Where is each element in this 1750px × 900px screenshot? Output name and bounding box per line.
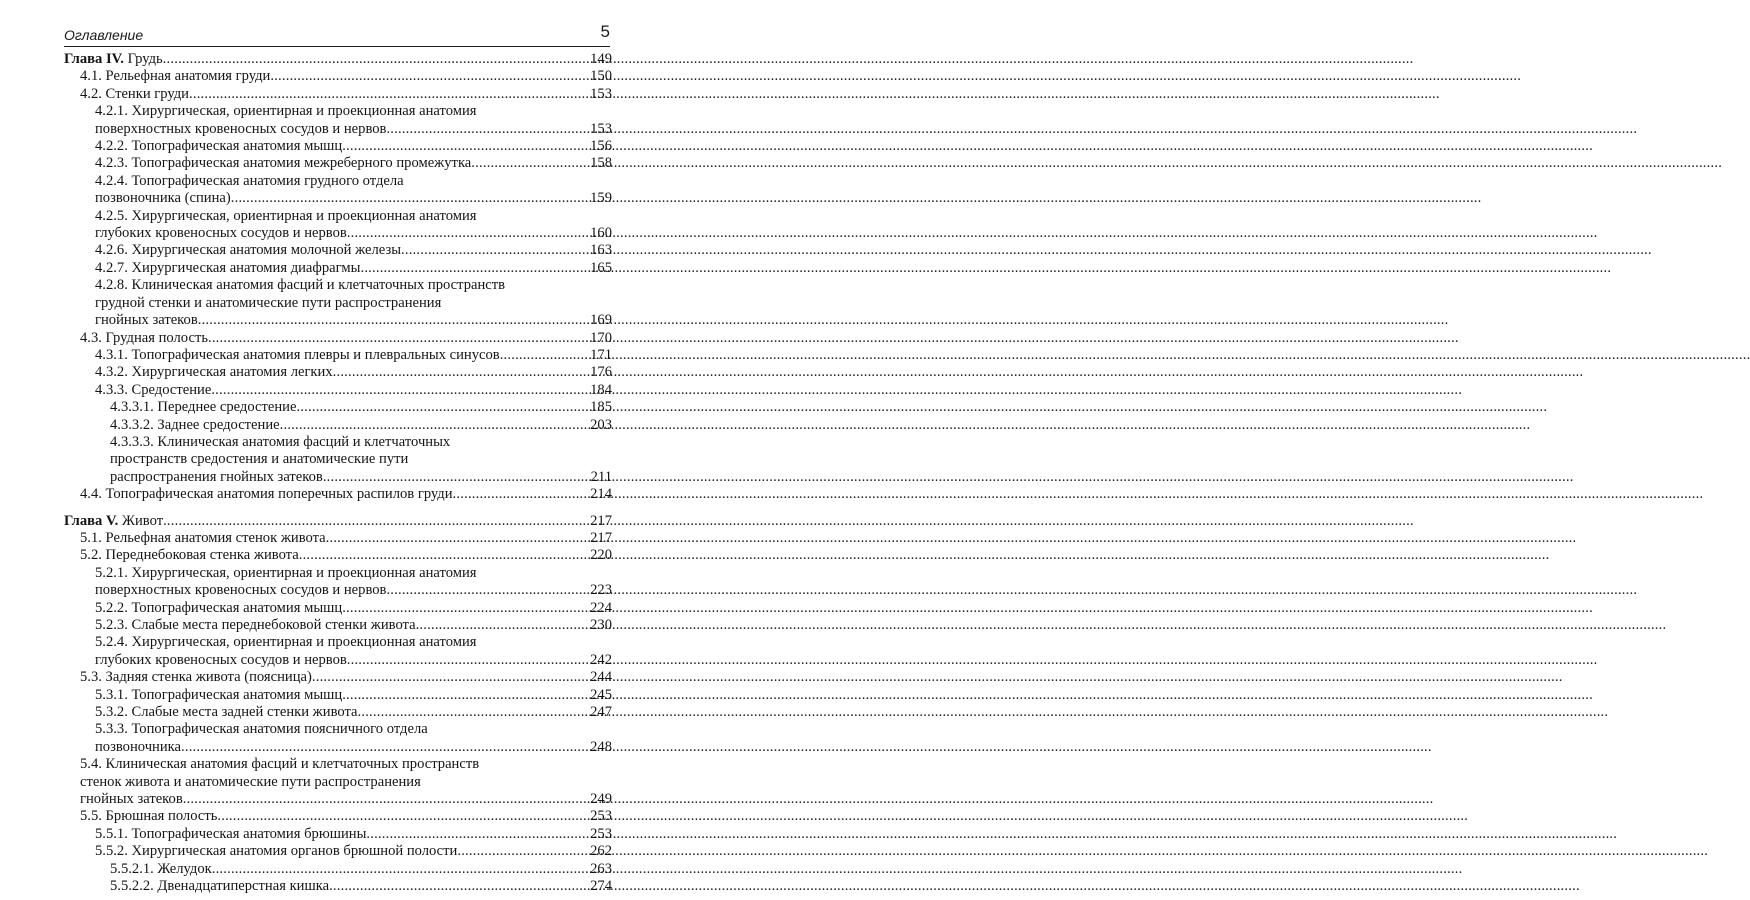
toc-entry[interactable] [64,530,612,547]
dot-leader [457,843,590,860]
dot-leader [299,547,590,564]
toc-page-number: 248 [590,738,612,755]
toc-entry[interactable] [64,417,612,434]
toc-entry-title: поверхностных кровеносных сосудов и нервов [95,582,387,599]
toc-page-number: 217 [590,529,612,546]
running-header [64,22,610,44]
toc-entry[interactable] [64,652,612,669]
dot-leader [163,51,590,68]
chapter-label: Глава V. [64,512,119,529]
toc-page-number: 249 [590,791,612,808]
toc-entry-line: 4.3.3.3. Клиническая анатомия фасций и клетчаточных [110,433,451,450]
toc-entry[interactable] [64,687,612,704]
dot-leader [366,826,590,843]
toc-entry-title: 5.2.3. Слабые места переднебоковой стенки живота [95,617,416,633]
toc-entry[interactable] [64,791,612,808]
toc-page-number: 159 [590,190,612,207]
toc-entry-title: 5.3.2. Слабые места задней стенки живота [95,704,358,721]
toc-entry[interactable] [64,382,612,399]
toc-entry[interactable] [64,843,612,860]
toc-chapter-entry[interactable] [64,51,612,68]
dot-leader [231,190,590,207]
toc-page-number: 156 [590,138,612,155]
toc-entry-title: 4.3.2. Хирургическая анатомия легких [95,364,333,381]
toc-entry-title: 4.2.6. Хирургическая анатомия молочной железы [95,242,402,259]
toc-entry-title: 5.5.2.1. Желудок [110,860,212,877]
chapter-title: Живот [118,512,164,529]
toc-entry[interactable] [64,225,612,242]
toc-entry-title: 4.3. Грудная полость [80,329,208,346]
page-number: 5 [600,22,610,41]
toc-entry-line: 4.2.8. Клиническая анатомия фасций и клетчаточных пространств [95,277,506,294]
toc-entry[interactable] [64,242,612,259]
toc-page-number: 165 [590,259,612,276]
toc-entry[interactable] [64,600,612,617]
dot-leader [360,260,590,277]
toc-entry-title: 4.4. Топографическая анатомия поперечных распилов груди [80,486,453,503]
dot-leader [453,486,591,503]
toc-entry-title: 5.2.2. Топографическая анатомия мышц [95,599,343,616]
toc-entry[interactable] [64,260,612,277]
dot-leader [183,791,590,808]
toc-entry[interactable] [64,617,612,634]
chapter-title: Грудь [123,51,163,67]
dot-leader [312,669,590,686]
toc-page-number: 245 [590,686,612,703]
dot-leader [280,417,590,434]
toc-entry[interactable] [64,364,612,381]
dot-leader [212,861,590,878]
toc-entry-title: глубоких кровеносных сосудов и нервов [95,225,347,242]
toc-entry[interactable] [64,399,612,416]
chapter-label: Глава IV. [64,51,124,67]
toc-entry-title: 4.2.2. Топографическая анатомия мышц [95,138,343,155]
dot-leader [386,121,590,138]
dot-leader [416,617,591,634]
dot-leader [342,138,590,155]
toc-entry-line: 5.2.4. Хирургическая, ориентирная и проекционная анатомия [95,634,477,651]
toc-page-number: 274 [590,878,612,895]
toc-entry[interactable] [64,469,612,486]
toc-page-number: 217 [590,512,612,529]
dot-leader [323,469,591,486]
toc-entry[interactable] [64,704,612,721]
toc-entry-title: 4.3.3.1. Переднее средостение [110,399,297,416]
toc-page-number: 203 [590,416,612,433]
toc-entry-title: 4.2.3. Топографическая анатомия межреберного промежутка [95,155,472,172]
dot-leader [198,312,590,329]
toc-entry[interactable] [64,878,612,895]
toc-entry[interactable] [64,86,612,103]
toc-page-number: 214 [590,486,612,503]
toc-page-number: 153 [590,120,612,137]
dot-leader [270,68,590,85]
toc-entry-title: распространения гнойных затеков [110,468,323,485]
dot-leader [471,155,590,172]
toc-entry-line: 4.2.5. Хирургическая, ориентирная и проекционная анатомия [95,207,477,224]
dot-leader [217,808,590,825]
toc-entry[interactable] [64,669,612,686]
toc-page-number: 230 [590,617,612,633]
toc-entry[interactable] [64,190,612,207]
dot-leader [342,687,590,704]
toc-page-number: 163 [590,242,612,259]
toc-page-number: 253 [590,808,612,825]
toc-page-number: 170 [590,329,612,346]
toc-page-number: 242 [590,651,612,668]
table-of-contents [64,51,612,896]
toc-page-number: 149 [590,51,612,67]
toc-entry-line: 5.3.3. Топографическая анатомия поясничного отдела [95,721,428,738]
toc-entry[interactable] [64,547,612,564]
toc-page-number: 160 [590,225,612,242]
toc-entry[interactable] [64,739,612,756]
header-title: Оглавление [64,27,144,43]
toc-entry-title [64,513,163,530]
toc-page-number: 150 [590,68,612,85]
toc-entry[interactable] [64,582,612,599]
toc-entry-title: 4.3.3.2. Заднее средостение [110,416,280,433]
toc-entry[interactable] [64,330,612,347]
toc-entry[interactable] [64,861,612,878]
toc-entry-title: 4.2.7. Хирургическая анатомия диафрагмы [95,259,361,276]
dot-leader [296,399,590,416]
dot-leader [208,330,590,347]
toc-entry[interactable] [64,312,612,329]
dot-leader [342,600,590,617]
toc-entry-line: пространств средостения и анатомические пути [110,451,409,468]
toc-entry-line: стенок живота и анатомические пути распространения [80,773,421,790]
toc-entry-title: 5.3. Задняя стенка живота (поясница) [80,669,312,686]
toc-entry-line: 4.2.4. Топографическая анатомия грудного отдела [95,172,404,189]
toc-entry-title: гнойных затеков [95,312,198,329]
chapter-gap [64,504,612,513]
dot-leader [401,242,590,259]
toc-page-number: 211 [590,468,612,485]
toc-entry-title: 5.5.1. Топографическая анатомия брюшины [95,825,367,842]
toc-entry-title: 4.3.3. Средостение [95,381,212,398]
toc-page-number: 171 [590,346,612,363]
toc-page-number: 176 [590,364,612,381]
toc-page-number: 224 [590,599,612,616]
dot-leader [500,347,590,364]
toc-entry-title: 5.5. Брюшная полость [80,808,218,825]
toc-entry-title: 5.5.2.2. Двенадцатиперстная кишка [110,878,330,895]
toc-entry-line: 4.2.1. Хирургическая, ориентирная и проекционная анатомия [95,103,477,120]
toc-entry-title: 4.1. Рельефная анатомия груди [80,68,271,85]
toc-page-number: 223 [590,582,612,599]
dot-leader [333,364,590,381]
dot-leader [347,652,590,669]
toc-entry[interactable] [64,826,612,843]
toc-page-number: 247 [590,704,612,721]
toc-page-number: 185 [590,399,612,416]
toc-entry-title: 5.1. Рельефная анатомия стенок живота [80,529,326,546]
toc-page-number: 169 [590,312,612,329]
toc-entry-title: позвоночника (спина) [95,190,231,207]
toc-entry[interactable] [64,347,612,364]
toc-entry-line: 5.4. Клиническая анатомия фасций и клетчаточных пространств [80,756,480,773]
document-page [0,0,620,900]
dot-leader [329,878,590,895]
dot-leader [347,225,590,242]
dot-leader [326,530,590,547]
toc-entry[interactable] [64,486,612,503]
toc-page-number: 220 [590,547,612,564]
toc-page-number: 158 [590,155,612,172]
toc-entry-title: 4.3.1. Топографическая анатомия плевры и плевральных синусов [95,346,500,363]
toc-entry[interactable] [64,121,612,138]
toc-entry-title: 4.2. Стенки груди [80,85,189,102]
toc-entry-title: поверхностных кровеносных сосудов и нервов [95,120,387,137]
dot-leader [189,86,590,103]
toc-page-number: 244 [590,669,612,686]
toc-page-number: 153 [590,85,612,102]
toc-entry-line: 5.2.1. Хирургическая, ориентирная и проекционная анатомия [95,564,477,581]
toc-entry-title: позвоночника [95,738,181,755]
toc-page-number: 263 [590,860,612,877]
toc-entry[interactable] [64,155,612,172]
toc-entry-title: 5.2. Переднебоковая стенка живота [80,547,299,564]
toc-entry-line: грудной стенки и анатомические пути распространения [95,294,442,311]
toc-entry-title: глубоких кровеносных сосудов и нервов [95,651,347,668]
toc-chapter-entry[interactable] [64,513,612,530]
dot-leader [386,582,590,599]
toc-page-number: 262 [590,843,612,860]
toc-entry-title: 5.5.2. Хирургическая анатомия органов брюшной полости [95,843,458,860]
toc-page-number: 184 [590,381,612,398]
toc-entry-title: гнойных затеков [80,791,183,808]
toc-entry-title: 5.3.1. Топографическая анатомия мышц [95,686,343,703]
header-divider [64,46,610,47]
dot-leader [181,739,590,756]
toc-entry[interactable] [64,68,612,85]
toc-entry[interactable] [64,808,612,825]
toc-page-number: 253 [590,825,612,842]
dot-leader [358,704,591,721]
dot-leader [163,513,590,530]
dot-leader [211,382,590,399]
toc-entry[interactable] [64,138,612,155]
toc-entry-title [64,51,163,68]
